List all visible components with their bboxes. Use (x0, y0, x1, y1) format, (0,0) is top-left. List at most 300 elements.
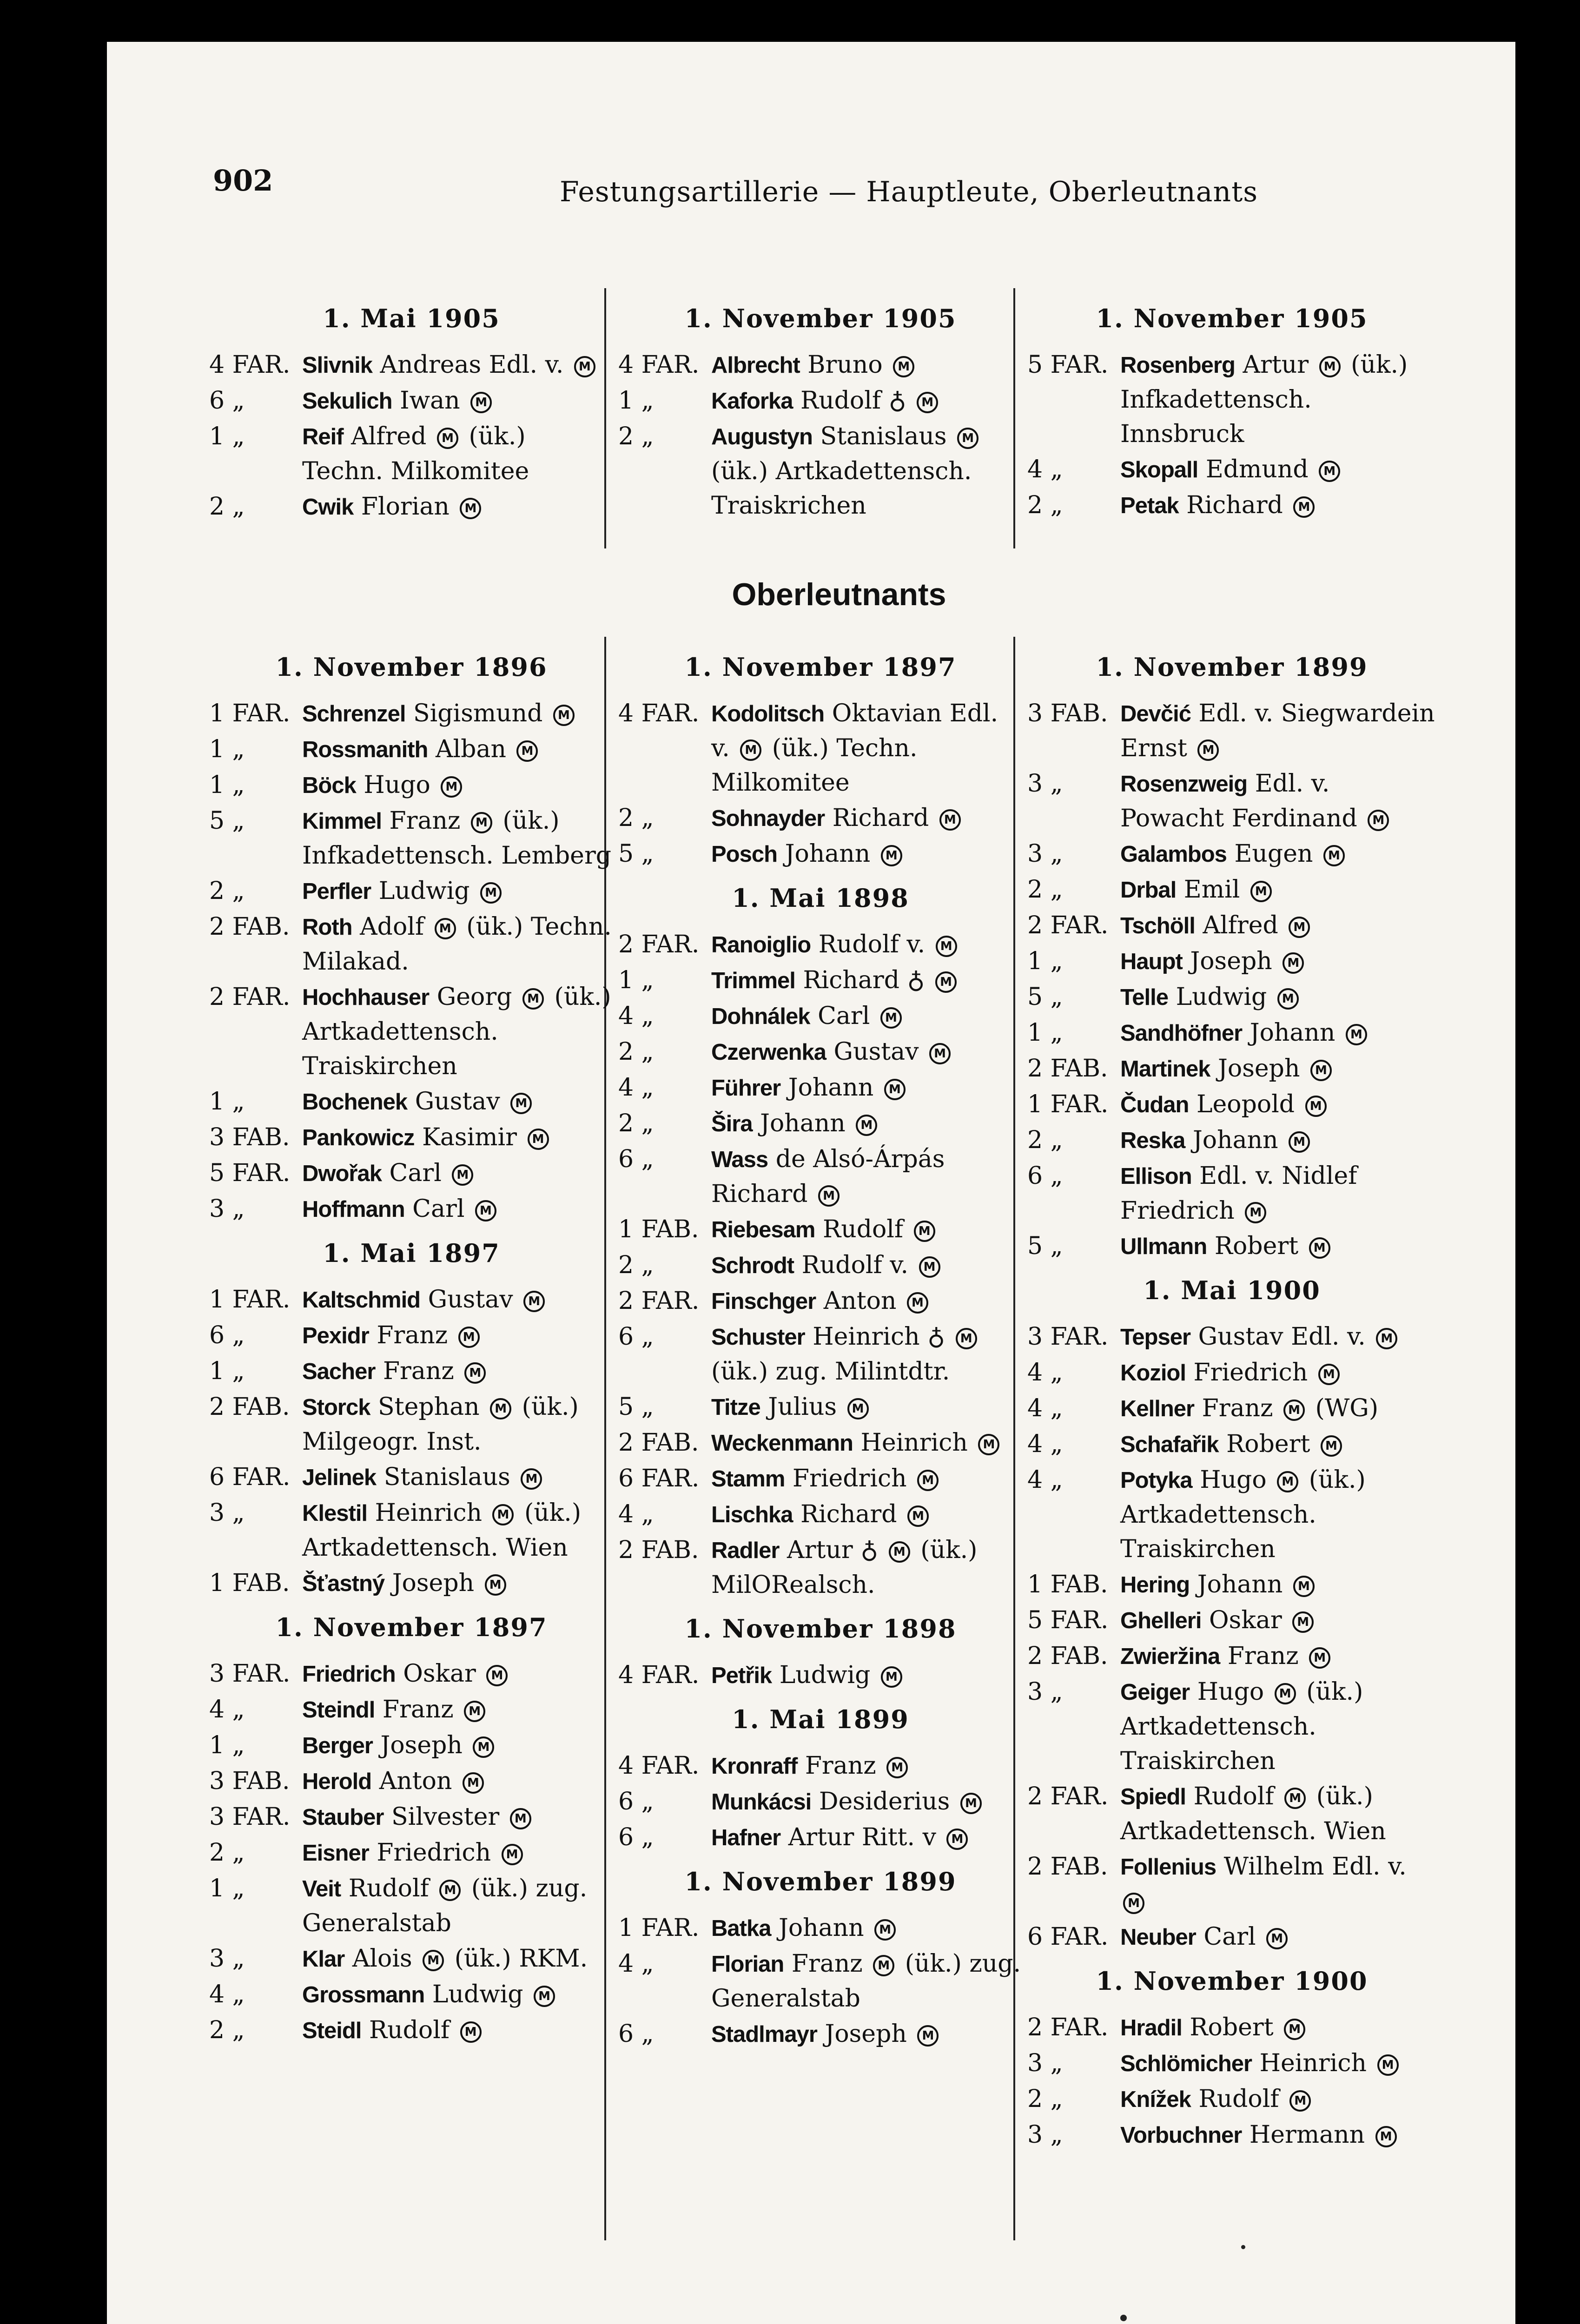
surname: Florian (711, 1952, 784, 1977)
medal-icon: M (907, 1505, 929, 1527)
unit-rank: 3 „ (1027, 2049, 1063, 2077)
medal-icon: M (929, 1043, 951, 1064)
medal-icon: M (502, 1844, 523, 1865)
entry-details: Wilhelm Edl. v. M (1120, 1853, 1407, 1915)
surname: Wass (711, 1147, 768, 1172)
unit-rank: 4 „ (209, 1981, 245, 2008)
entry-details: Silvester M (391, 1803, 534, 1831)
entry-details: Joseph M (1218, 1055, 1335, 1083)
entry-details: Franz M (ük.) Infkadettensch. Lemberg (302, 807, 612, 870)
entry-details: Rudolf M (369, 2016, 484, 2044)
medal-icon: M (917, 1470, 939, 1491)
surname: Slivnik (302, 353, 372, 378)
medal-icon: M (1123, 1893, 1144, 1914)
medal-icon: M (1346, 1024, 1367, 1045)
entry-details: Adolf M (ük.) Techn. Milakad. (302, 913, 612, 976)
unit-rank: 6 FAR. (209, 1463, 291, 1491)
unit-rank: 1 „ (618, 387, 654, 415)
unit-rank: 1 FAB. (618, 1215, 699, 1243)
unit-rank: 6 „ (1027, 1162, 1063, 1190)
medal-icon: M (470, 392, 492, 413)
entry-details: Gustav Edl. v. M (1198, 1323, 1401, 1351)
entry-details: Heinrich M (861, 1429, 1003, 1457)
medal-icon: M (818, 1185, 840, 1207)
officer-entry (1027, 2118, 1436, 2152)
medal-icon: M (914, 1221, 935, 1242)
surname: Hoffmann (302, 1197, 405, 1222)
medal-icon: M (957, 428, 978, 449)
unit-rank: 3 FAB. (209, 1123, 290, 1151)
date-heading: 1. Mai 1897 (323, 1238, 500, 1268)
entry-details: Franz M (WG) (1202, 1394, 1379, 1422)
date-heading: 1. November 1896 (275, 652, 548, 682)
unit-rank: 2 FAB. (1027, 1853, 1108, 1881)
entry-details: Richard M (1186, 491, 1317, 519)
officer-entry (618, 837, 1023, 872)
medal-icon: M (856, 1115, 877, 1136)
officer-entry (1027, 488, 1436, 523)
officer-entry (618, 419, 1023, 523)
entry-details: Franz M (383, 1696, 488, 1723)
unit-rank: 4 „ (1027, 1466, 1063, 1494)
surname: Czerwenka (711, 1040, 826, 1065)
surname: Potyka (1120, 1468, 1192, 1493)
entry-details: Leopold M (1197, 1090, 1329, 1118)
surname: Hering (1120, 1572, 1190, 1598)
surname: Grossmann (302, 1982, 425, 2007)
surname: Rosenberg (1120, 353, 1235, 378)
entry-details: Robert M (1190, 2014, 1308, 2041)
unit-rank: 1 „ (209, 1357, 245, 1385)
surname: Eisner (302, 1841, 369, 1866)
surname: Augustyn (711, 424, 813, 449)
medal-icon: M (1250, 881, 1272, 902)
medal-icon: M (1284, 1788, 1306, 1809)
unit-rank: 2 FAR. (1027, 2014, 1109, 2041)
entry-details: Hugo M (ük.) Artkadettensch. Traiskirchen (1120, 1466, 1366, 1563)
unit-rank: 2 „ (1027, 2085, 1063, 2113)
entry-details: Heinrich ♁ M (ük.) zug. Milintdtr. (711, 1323, 980, 1386)
unit-rank: 3 FAR. (209, 1660, 291, 1688)
officer-entry (209, 1566, 614, 1601)
entry-details: Edl. v. Nidlef Friedrich M (1120, 1162, 1357, 1225)
officer-entry (1027, 1229, 1436, 1264)
unit-rank: 1 FAB. (1027, 1571, 1108, 1598)
date-heading: 1. November 1897 (275, 1612, 548, 1642)
medal-icon: M (458, 1327, 480, 1348)
unit-rank: 5 FAR. (209, 1159, 291, 1187)
officer-entry (618, 927, 1023, 962)
surname: Titze (711, 1395, 760, 1420)
officer-entry (209, 1156, 614, 1191)
medal-icon: M (939, 809, 961, 831)
unit-rank: 2 „ (1027, 491, 1063, 519)
medal-icon: M (889, 1541, 910, 1563)
officer-entry (1027, 944, 1436, 979)
column-lower-2 (618, 641, 1023, 2053)
surname: Finschger (711, 1289, 816, 1314)
officer-entry (209, 1871, 614, 1941)
medal-icon: M (873, 1955, 894, 1976)
officer-entry (209, 1692, 614, 1727)
surname: Telle (1120, 985, 1169, 1010)
unit-rank: 4 „ (618, 1002, 654, 1030)
surname: Stamm (711, 1466, 785, 1492)
medal-icon: M (1309, 1647, 1330, 1669)
medal-icon: M (1305, 1096, 1327, 1117)
officer-entry (209, 1977, 614, 2012)
officer-entry (1027, 1355, 1436, 1390)
medal-icon: M (1376, 1328, 1397, 1349)
surname: Munkácsi (711, 1789, 812, 1815)
entry-details: Alois M (ük.) RKM. (352, 1945, 588, 1973)
unit-rank: 1 „ (209, 423, 245, 450)
surname: Cwik (302, 495, 354, 520)
surname: Klar (302, 1947, 345, 1972)
entry-details: Carl M (818, 1002, 905, 1030)
surname: Böck (302, 773, 356, 798)
unit-rank: 4 FAR. (618, 351, 700, 379)
entry-details: Hugo M (ük.) Artkadettensch. Traiskirchen (1120, 1678, 1363, 1775)
medal-icon: M (523, 1291, 545, 1312)
unit-rank: 4 „ (618, 1074, 654, 1102)
unit-rank: 6 FAR. (618, 1465, 700, 1492)
officer-entry (209, 1192, 614, 1227)
unit-rank: 3 „ (209, 1195, 245, 1223)
officer-entry (618, 999, 1023, 1034)
surname: Ghelleri (1120, 1608, 1202, 1633)
officer-entry (618, 1390, 1023, 1425)
unit-rank: 2 „ (1027, 876, 1063, 904)
surname: Hafner (711, 1825, 781, 1850)
officer-entry (209, 696, 614, 731)
entry-details: Artur M (ük.) Infkadettensch. Innsbruck (1120, 351, 1408, 448)
surname: Galambos (1120, 842, 1227, 867)
unit-rank: 2 FAR. (209, 983, 291, 1011)
surname: Kaltschmid (302, 1287, 421, 1313)
officer-entry (618, 1106, 1023, 1141)
entry-details: Rudolf v. M (819, 931, 960, 958)
surname: Steidl (302, 2018, 362, 2043)
entry-details: Richard M (833, 804, 964, 832)
officer-entry (209, 383, 614, 418)
column-top-1 (209, 293, 614, 525)
officer-entry (209, 1800, 614, 1835)
date-heading: 1. November 1905 (684, 304, 957, 333)
officer-entry (209, 2013, 614, 2048)
surname: Koziol (1120, 1360, 1186, 1386)
surname: Stauber (302, 1805, 384, 1830)
surname: Schuster (711, 1325, 805, 1350)
unit-rank: 1 „ (209, 771, 245, 799)
unit-rank: 4 FAR. (618, 1752, 700, 1780)
entry-details: Alban M (436, 735, 541, 763)
officer-entry (618, 1320, 1023, 1389)
medal-icon: M (1310, 1060, 1332, 1081)
unit-rank: 4 „ (209, 1696, 245, 1723)
surname: Albrecht (711, 353, 800, 378)
officer-entry (618, 1947, 1023, 2016)
medal-icon: M (510, 1093, 532, 1114)
column-lower-3 (1027, 641, 1436, 2153)
medal-icon: M (884, 1079, 906, 1100)
medal-icon: M (463, 1772, 484, 1794)
entry-details: Franz M (383, 1357, 489, 1385)
entry-details: Oktavian Edl. v. M (ük.) Techn. Milkomitee (711, 700, 998, 797)
unit-rank: 1 FAR. (209, 700, 291, 727)
entry-details: Artur ♁ M (ük.) MilORealsch. (711, 1536, 978, 1599)
unit-rank: 3 „ (209, 1945, 245, 1973)
medal-icon: M (475, 1200, 496, 1221)
unit-rank: 6 „ (209, 387, 245, 415)
entry-details: Johann M (1197, 1571, 1317, 1598)
surname: Šira (711, 1111, 753, 1136)
entry-details: Florian M (361, 493, 484, 521)
surname: Schlömicher (1120, 2051, 1252, 2076)
unit-rank: 1 FAR. (1027, 1090, 1109, 1118)
entry-details: Friedrich M (377, 1839, 525, 1867)
medal-icon: M (490, 1398, 511, 1419)
medal-icon: M (441, 776, 462, 798)
medal-icon: M (1289, 1131, 1310, 1153)
officer-entry (618, 1820, 1023, 1855)
surname: Haupt (1120, 949, 1183, 974)
entry-details: Emil M (1184, 876, 1275, 904)
medal-icon: M (1377, 2054, 1399, 2076)
officer-entry (1027, 2010, 1436, 2045)
unit-rank: 2 FAR. (1027, 1783, 1109, 1810)
officer-entry (1027, 1849, 1436, 1919)
medal-icon: M (874, 1919, 896, 1941)
unit-rank: 2 „ (1027, 1126, 1063, 1154)
surname: Kaforka (711, 389, 793, 414)
unit-rank: 5 „ (1027, 1232, 1063, 1260)
officer-entry (1027, 696, 1436, 766)
medal-icon: M (460, 2021, 482, 2043)
officer-entry (209, 1354, 614, 1389)
officer-entry (618, 1533, 1023, 1602)
entry-details: Ludwig M (432, 1981, 558, 2008)
medal-icon: M (1323, 845, 1345, 866)
officer-entry (618, 1426, 1023, 1460)
officer-entry (1027, 1463, 1436, 1566)
entry-details: Joseph M (392, 1569, 509, 1597)
medal-icon: M (960, 1793, 982, 1814)
unit-rank: 2 „ (618, 1109, 654, 1137)
entry-details: Rudolf v. M (802, 1251, 943, 1279)
surname: Dwořak (302, 1161, 382, 1186)
unit-rank: 6 „ (209, 1321, 245, 1349)
officer-entry (209, 1728, 614, 1763)
entry-details: Kasimir M (422, 1123, 552, 1151)
officer-entry (618, 1035, 1023, 1070)
unit-rank: 4 „ (618, 1950, 654, 1978)
officer-entry (618, 963, 1023, 998)
unit-rank: 2 „ (618, 423, 654, 450)
medal-icon: M (473, 1736, 494, 1758)
unit-rank: 1 „ (209, 735, 245, 763)
surname: Petřik (711, 1663, 772, 1688)
medal-icon: M (435, 918, 456, 939)
surname: Steindl (302, 1697, 375, 1723)
entry-details: Joseph M (825, 2020, 941, 2048)
unit-rank: 4 FAR. (618, 1661, 700, 1689)
surname: Pankowicz (302, 1125, 415, 1150)
entry-details: Joseph M (381, 1731, 497, 1759)
entry-details: Oskar M (1209, 1606, 1316, 1634)
unit-rank: 1 „ (1027, 1019, 1063, 1047)
unit-rank: 1 „ (209, 1088, 245, 1116)
medal-icon: M (1368, 810, 1389, 831)
officer-entry (618, 1142, 1023, 1211)
entry-details: Desiderius M (819, 1788, 985, 1816)
medal-icon: M (1284, 2019, 1305, 2040)
medal-icon: M (1197, 739, 1219, 761)
surname: Schafařik (1120, 1432, 1219, 1457)
medal-icon: M (1318, 1364, 1340, 1385)
unit-rank: 6 „ (618, 2020, 654, 2048)
entry-details: de Alsó-Árpás Richard M (711, 1145, 945, 1208)
officer-entry (209, 1835, 614, 1870)
unit-rank: 6 „ (618, 1823, 654, 1851)
surname: Šťastný (302, 1571, 385, 1596)
officer-entry (618, 1461, 1023, 1496)
medal-icon: M (492, 1504, 514, 1525)
unit-rank: 3 „ (1027, 770, 1063, 798)
officer-entry (209, 768, 614, 803)
medal-icon: M (574, 356, 595, 377)
medal-icon: M (935, 971, 957, 993)
officer-entry (209, 1318, 614, 1353)
medal-icon: M (956, 1328, 977, 1349)
entry-details: Ludwig M (1176, 983, 1302, 1011)
unit-rank: 4 „ (1027, 1359, 1063, 1386)
officer-entry (1027, 1427, 1436, 1462)
surname: Dohnálek (711, 1004, 810, 1029)
unit-rank: 2 „ (209, 1839, 245, 1867)
officer-entry (1027, 1920, 1436, 1954)
unit-rank: 1 FAB. (209, 1569, 290, 1597)
surname: Weckenmann (711, 1431, 853, 1456)
medal-icon: M (740, 739, 761, 761)
unit-rank: 2 FAB. (618, 1536, 699, 1564)
surname: Friedrich (302, 1662, 396, 1687)
medal-icon: M (917, 2025, 939, 2047)
unit-rank: 6 „ (618, 1323, 654, 1351)
medal-icon: M (1277, 988, 1299, 1010)
officer-entry (618, 1497, 1023, 1532)
entry-details: Franz M (805, 1752, 911, 1780)
unit-rank: 2 „ (618, 1038, 654, 1066)
entry-details: Edl. v. Powacht Ferdinand M (1120, 770, 1392, 832)
surname: Hochhauser (302, 985, 430, 1010)
medal-icon: M (917, 392, 938, 413)
surname: Perfler (302, 879, 371, 904)
surname: Tschöll (1120, 913, 1195, 938)
print-speck (1241, 2245, 1245, 2249)
officer-entry (209, 1657, 614, 1691)
surname: Führer (711, 1076, 781, 1101)
surname: Jelinek (302, 1465, 377, 1490)
print-speck (1120, 2315, 1127, 2321)
surname: Čudan (1120, 1092, 1189, 1117)
medal-icon: M (1283, 952, 1304, 974)
medal-icon: M (534, 1986, 555, 2007)
surname: Pexidr (302, 1323, 369, 1348)
medal-icon: M (893, 356, 914, 377)
medal-icon: M (881, 845, 902, 866)
officer-entry (618, 1749, 1023, 1783)
entry-details: Robert M (1215, 1232, 1333, 1260)
date-heading: 1. Mai 1900 (1143, 1275, 1321, 1305)
unit-rank: 5 „ (1027, 983, 1063, 1011)
entry-details: Ludwig M (379, 877, 504, 905)
unit-rank: 2 FAB. (209, 1393, 290, 1421)
entry-details: Iwan M (400, 387, 495, 415)
unit-rank: 1 „ (1027, 947, 1063, 975)
entry-details: Georg M (ük.) Artkadettensch. Traiskirchen (302, 983, 611, 1080)
officer-entry (618, 348, 1023, 383)
medal-icon: M (423, 1950, 444, 1971)
surname: Radler (711, 1538, 780, 1563)
surname: Knížek (1120, 2087, 1191, 2112)
entry-details: Anton M (379, 1767, 487, 1795)
entry-details: Andreas Edl. v. M (380, 351, 598, 379)
entry-details: Artur Ritt. v M (788, 1823, 971, 1851)
unit-rank: 5 FAR. (1027, 351, 1109, 379)
unit-rank: 4 „ (1027, 1394, 1063, 1422)
medal-icon: M (881, 1666, 902, 1688)
surname: Spiedl (1120, 1784, 1186, 1809)
entry-details: Friedrich M (1194, 1359, 1342, 1386)
surname: Rosenzweig (1120, 772, 1248, 797)
medal-icon: M (486, 1665, 508, 1686)
surname: Ranoiglio (711, 932, 811, 957)
officer-entry (209, 1941, 614, 1976)
medal-icon: M (460, 498, 481, 519)
officer-entry (618, 383, 1023, 418)
entry-details: Anton M (824, 1287, 931, 1315)
unit-rank: 3 „ (1027, 1678, 1063, 1706)
unit-rank: 3 „ (1027, 840, 1063, 868)
unit-rank: 2 FAB. (209, 913, 290, 941)
surname: Hradil (1120, 2015, 1182, 2040)
entry-details: Edl. v. Siegwardein Ernst M (1120, 700, 1435, 762)
surname: Rossmanith (302, 737, 428, 762)
unit-rank: 4 „ (1027, 1430, 1063, 1458)
medal-icon: M (936, 936, 957, 957)
officer-entry (209, 348, 614, 383)
date-heading: 1. November 1899 (684, 1867, 957, 1896)
surname: Sohnayder (711, 806, 825, 831)
column-lower-1 (209, 641, 614, 2049)
entry-details: Carl M (1203, 1923, 1290, 1951)
officer-entry (1027, 872, 1436, 907)
medal-icon: M (1319, 356, 1341, 377)
surname: Vorbuchner (1120, 2123, 1242, 2148)
officer-entry (618, 2017, 1023, 2052)
medal-icon: M (1289, 2090, 1311, 2112)
unit-rank: 1 „ (618, 966, 654, 994)
surname: Petak (1120, 493, 1179, 518)
surname: Sandhöfner (1120, 1021, 1243, 1046)
unit-rank: 4 FAR. (209, 351, 291, 379)
unit-rank: 2 FAR. (618, 931, 700, 958)
entry-details: Franz M (1228, 1642, 1333, 1670)
unit-rank: 2 FAR. (618, 1287, 700, 1315)
entry-details: Franz M (ük.) zug. Generalstab (711, 1950, 1021, 2013)
entry-details: Julius M (768, 1393, 871, 1421)
